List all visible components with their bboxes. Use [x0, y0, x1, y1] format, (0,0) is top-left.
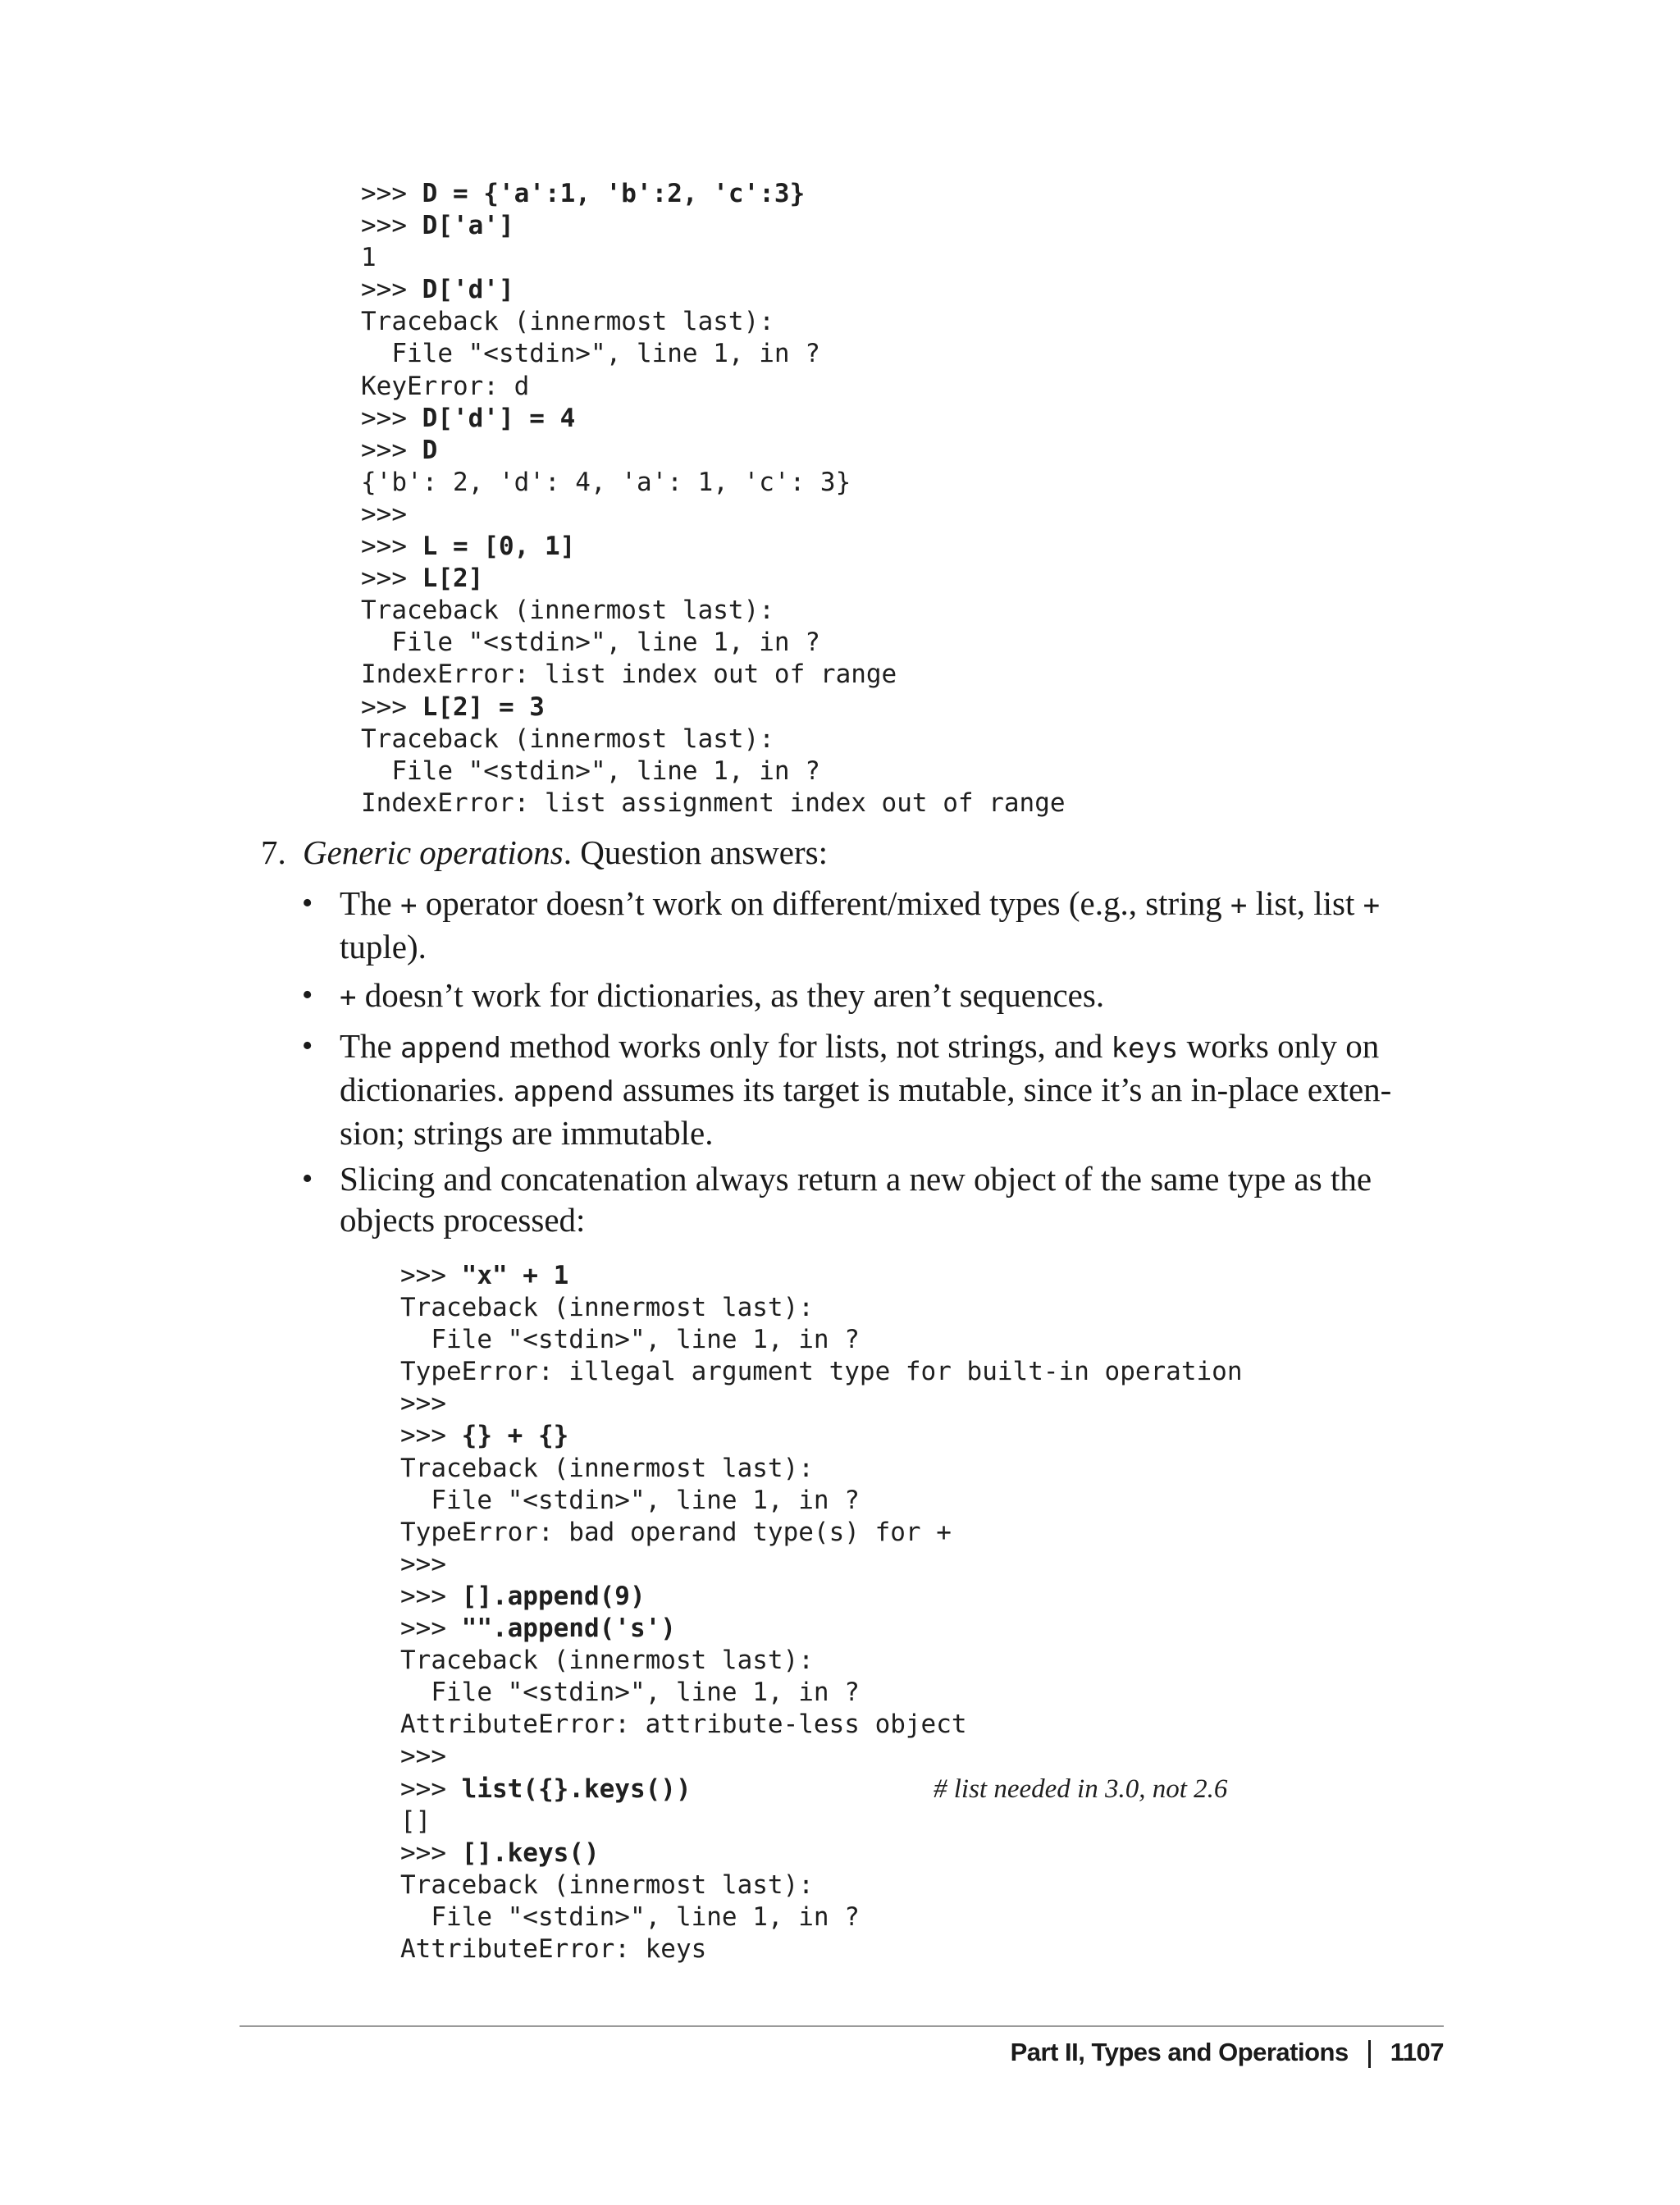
bullet-line	[340, 1025, 1391, 1069]
bullet-marker: •	[302, 1162, 313, 1196]
inline-code: append	[513, 1075, 614, 1108]
inline-code: append	[400, 1032, 501, 1065]
code-line	[400, 1388, 1243, 1420]
code-line	[361, 435, 1066, 467]
code-output: File "<stdin>", line 1, in ?	[361, 339, 820, 369]
bullet-marker: •	[302, 978, 313, 1012]
code-input: D	[422, 435, 438, 465]
text: dictionaries.	[340, 1071, 514, 1108]
code-prompt: >>>	[361, 179, 422, 208]
code-line	[400, 1677, 1243, 1709]
footer-separator	[1368, 2040, 1371, 2068]
code-output: File "<stdin>", line 1, in ?	[361, 628, 820, 658]
code-line	[400, 1453, 1243, 1485]
code-line	[361, 627, 1066, 659]
code-prompt: >>>	[361, 403, 422, 433]
code-output: File "<stdin>", line 1, in ?	[400, 1678, 860, 1708]
inline-code: +	[1230, 889, 1248, 922]
code-line	[361, 242, 1066, 274]
code-line	[361, 724, 1066, 756]
code-prompt: >>>	[361, 499, 407, 529]
code-block-generic-operations	[400, 1260, 1243, 1965]
code-output: File "<stdin>", line 1, in ?	[400, 1901, 860, 1932]
code-input: D['d']	[422, 275, 514, 305]
code-block-dictionary-list-errors	[361, 178, 1066, 819]
code-prompt: >>>	[400, 1614, 462, 1644]
code-prompt: >>>	[400, 1549, 446, 1579]
code-line	[361, 306, 1066, 338]
code-line	[361, 338, 1066, 370]
code-prompt: >>>	[361, 532, 422, 562]
code-line	[361, 499, 1066, 531]
code-line	[400, 1869, 1243, 1901]
code-input: {} + {}	[461, 1421, 569, 1451]
bullet-mixed-types	[340, 883, 1380, 967]
code-line	[400, 1420, 1243, 1452]
inline-code: keys	[1111, 1032, 1179, 1065]
code-output: Traceback (innermost last):	[400, 1293, 814, 1323]
text: The	[340, 1027, 400, 1065]
code-input: "x" + 1	[461, 1261, 569, 1290]
code-output: AttributeError: attribute-less object	[400, 1710, 967, 1740]
code-line	[400, 1324, 1243, 1356]
text: The	[340, 884, 400, 922]
code-output: Traceback (innermost last):	[361, 307, 774, 337]
code-line	[400, 1613, 1243, 1645]
code-line	[400, 1581, 1243, 1613]
code-line	[361, 531, 1066, 563]
inline-code: +	[400, 889, 418, 922]
code-line	[400, 1774, 1243, 1806]
bullet-line: sion; strings are immutable.	[340, 1114, 714, 1152]
code-line	[361, 595, 1066, 627]
code-output: {'b': 2, 'd': 4, 'a': 1, 'c': 3}	[361, 467, 851, 497]
code-prompt: >>>	[361, 211, 422, 241]
code-input: L = [0, 1]	[422, 532, 576, 562]
code-input: "".append('s')	[461, 1614, 676, 1644]
code-output: TypeError: illegal argument type for built-in operation	[400, 1357, 1243, 1387]
code-output: Traceback (innermost last):	[400, 1869, 814, 1900]
code-comment: # list needed in 3.0, not 2.6	[934, 1774, 1228, 1804]
bullet-line: objects processed:	[340, 1201, 586, 1239]
code-line	[361, 788, 1066, 819]
inline-code: +	[1363, 889, 1381, 922]
bullet-line: Slicing and concatenation always return a new object of the same type as the	[340, 1160, 1372, 1198]
text: works only on	[1178, 1027, 1380, 1065]
code-output: Traceback (innermost last):	[361, 596, 774, 626]
code-line	[361, 467, 1066, 499]
page-footer	[1011, 2038, 1444, 2068]
code-input: [].keys()	[461, 1838, 600, 1868]
code-prompt: >>>	[400, 1261, 462, 1290]
code-line	[400, 1645, 1243, 1677]
code-output: IndexError: list assignment index out of range	[361, 788, 1066, 818]
code-line	[400, 1741, 1243, 1773]
code-input: L[2]	[422, 564, 484, 594]
bullet-line	[340, 883, 1380, 926]
code-line	[400, 1806, 1243, 1838]
bullet-marker: •	[302, 1029, 313, 1063]
code-output: File "<stdin>", line 1, in ?	[400, 1485, 860, 1515]
code-line	[361, 756, 1066, 788]
item-title: Generic operations	[303, 833, 564, 871]
code-prompt: >>>	[400, 1389, 446, 1419]
bullet-append-keys	[340, 1025, 1391, 1153]
code-prompt: >>>	[400, 1421, 462, 1451]
code-prompt: >>>	[400, 1838, 462, 1868]
code-line	[361, 403, 1066, 435]
code-line	[361, 178, 1066, 210]
bullet-dictionaries	[340, 975, 1104, 1018]
code-prompt: >>>	[400, 1581, 462, 1611]
text: assumes its target is mutable, since it’s an in-place exten-	[614, 1071, 1392, 1108]
code-line	[400, 1485, 1243, 1517]
bullet-marker: •	[302, 886, 313, 920]
code-line	[400, 1709, 1243, 1741]
code-input: D = {'a':1, 'b':2, 'c':3}	[422, 179, 806, 208]
code-line	[400, 1549, 1243, 1581]
code-output: IndexError: list index out of range	[361, 660, 897, 690]
code-prompt: >>>	[361, 435, 422, 465]
code-output: AttributeError: keys	[400, 1933, 707, 1964]
code-output: File "<stdin>", line 1, in ?	[361, 756, 820, 786]
code-line	[400, 1838, 1243, 1869]
inline-code: +	[340, 981, 357, 1014]
code-output: KeyError: d	[361, 371, 530, 401]
code-line	[400, 1292, 1243, 1324]
code-output: 1	[361, 243, 377, 273]
code-input: L[2] = 3	[422, 692, 545, 722]
code-line	[361, 371, 1066, 403]
code-prompt: >>>	[361, 564, 422, 594]
code-input: [].append(9)	[461, 1581, 646, 1611]
code-output: File "<stdin>", line 1, in ?	[400, 1325, 860, 1355]
bullet-line: tuple).	[340, 928, 427, 966]
text: method works only for lists, not strings, and	[500, 1027, 1112, 1065]
code-line	[400, 1517, 1243, 1549]
item-number: 7.	[261, 833, 286, 871]
code-line	[400, 1356, 1243, 1388]
code-prompt: >>>	[400, 1742, 446, 1772]
bullet-slicing	[340, 1158, 1372, 1240]
list-item-7	[261, 832, 828, 873]
code-input: list({}.keys())	[461, 1774, 692, 1804]
code-line	[400, 1901, 1243, 1933]
code-line	[361, 274, 1066, 306]
code-prompt: >>>	[361, 275, 422, 305]
item-intro: . Question answers:	[563, 833, 828, 871]
page-number: 1107	[1390, 2038, 1444, 2066]
code-line	[361, 659, 1066, 691]
footer-section-title: Part II, Types and Operations	[1010, 2038, 1349, 2066]
code-prompt: >>>	[400, 1774, 462, 1804]
text: operator doesn’t work on different/mixed types (e.g., string	[417, 884, 1230, 922]
code-output: Traceback (innermost last):	[400, 1646, 814, 1676]
footer-divider	[240, 2025, 1444, 2027]
text: doesn’t work for dictionaries, as they aren’t sequences.	[356, 976, 1105, 1014]
code-line	[361, 210, 1066, 242]
code-line	[400, 1260, 1243, 1292]
code-output: TypeError: bad operand type(s) for +	[400, 1517, 952, 1547]
code-output: Traceback (innermost last):	[361, 724, 774, 754]
bullet-line	[340, 1069, 1391, 1112]
code-input: D['a']	[422, 211, 514, 241]
code-output: []	[400, 1806, 431, 1836]
text: list, list	[1247, 884, 1363, 922]
code-line	[361, 692, 1066, 724]
code-output: Traceback (innermost last):	[400, 1453, 814, 1483]
code-input: D['d'] = 4	[422, 403, 576, 433]
code-line	[400, 1933, 1243, 1965]
code-prompt: >>>	[361, 692, 422, 722]
code-line	[361, 563, 1066, 595]
